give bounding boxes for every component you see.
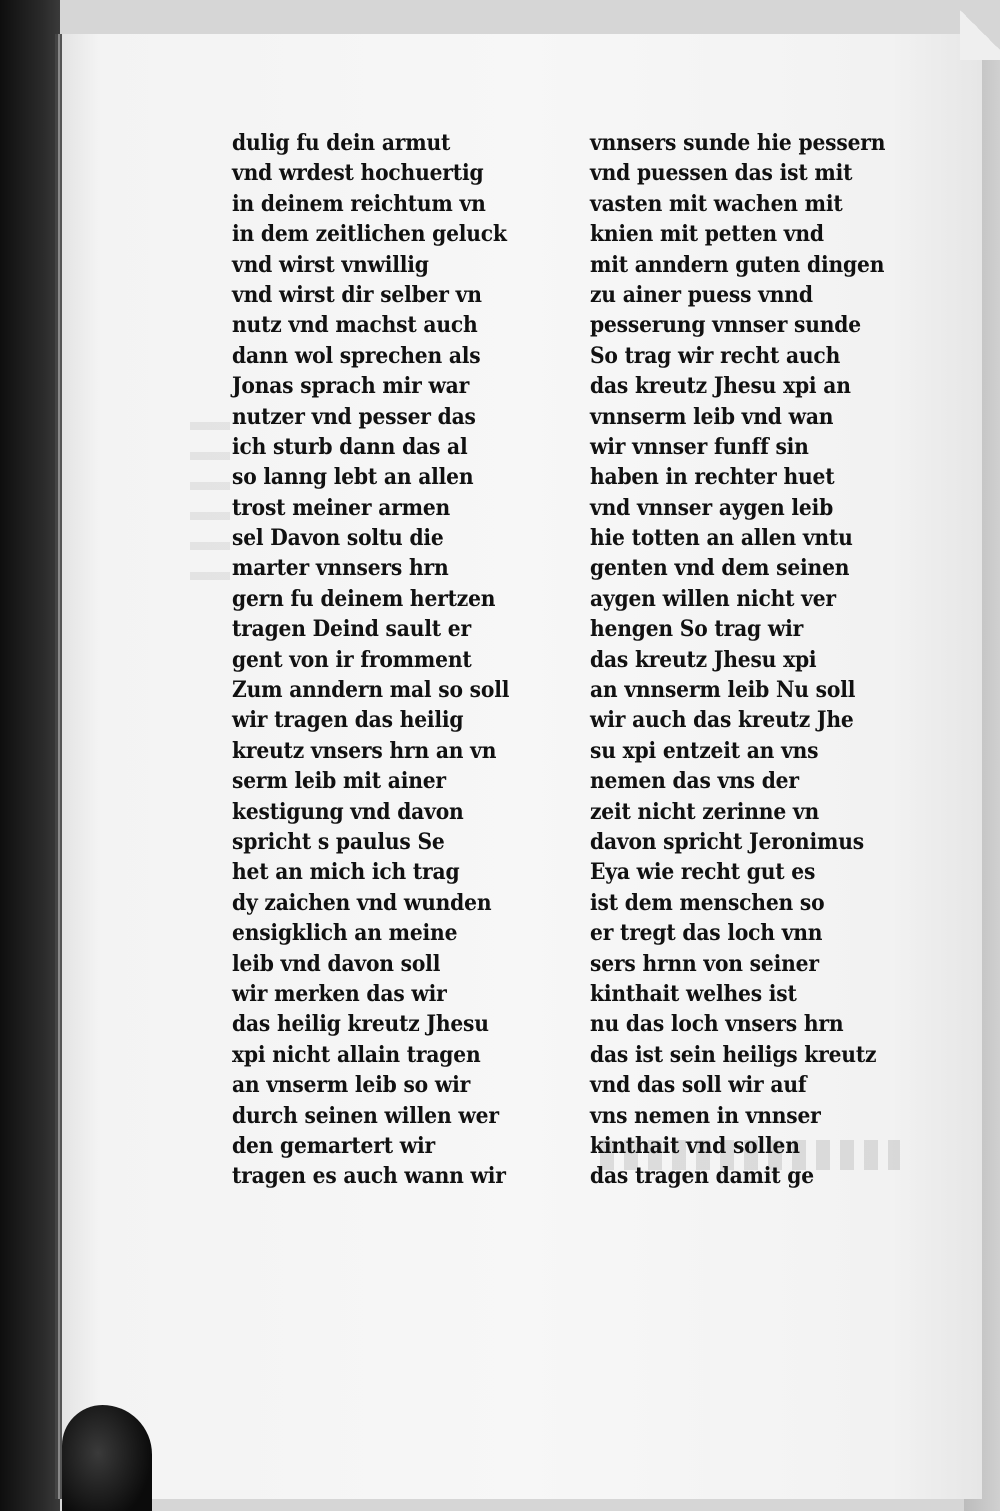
text-line: kinthait vnd sollen bbox=[590, 1132, 800, 1159]
text-line: das kreutz Jhesu xpi an bbox=[590, 373, 851, 400]
text-line: ist dem menschen so bbox=[590, 889, 825, 916]
text-line: kreutz vnsers hrn an vn bbox=[232, 737, 497, 764]
text-line: knien mit petten vnd bbox=[590, 221, 824, 248]
text-line: wir auch das kreutz Jhe bbox=[590, 707, 854, 734]
text-line: zeit nicht zerinne vn bbox=[590, 798, 819, 825]
text-line: vnnsers sunde hie pessern bbox=[590, 130, 886, 156]
text-line: Eya wie recht gut es bbox=[590, 859, 816, 886]
text-line: genten vnd dem seinen bbox=[590, 555, 850, 582]
text-line: vns nemen in vnnser bbox=[590, 1102, 821, 1129]
text-line: marter vnnsers hrn bbox=[232, 555, 449, 582]
text-line: aygen willen nicht ver bbox=[590, 585, 836, 612]
text-line: nutzer vnd pesser das bbox=[232, 403, 476, 430]
text-line: sers hrnn von seiner bbox=[590, 950, 819, 977]
text-line: spricht s paulus Se bbox=[232, 828, 445, 855]
text-line: nutz vnd machst auch bbox=[232, 312, 478, 339]
text-line: pesserung vnnser sunde bbox=[590, 312, 861, 339]
left-text-column bbox=[232, 128, 509, 1192]
text-line: hie totten an allen vntu bbox=[590, 525, 853, 552]
text-line: das kreutz Jhesu xpi bbox=[590, 646, 817, 673]
text-line: das tragen damit ge bbox=[590, 1163, 814, 1190]
text-line: sel Davon soltu die bbox=[232, 525, 444, 552]
text-line: trost meiner armen bbox=[232, 494, 451, 521]
text-line: dy zaichen vnd wunden bbox=[232, 889, 492, 916]
text-line: wir tragen das heilig bbox=[232, 707, 464, 734]
text-line: nemen das vns der bbox=[590, 768, 799, 795]
text-line: xpi nicht allain tragen bbox=[232, 1041, 481, 1068]
holding-finger bbox=[62, 1405, 152, 1511]
text-line: tragen es auch wann wir bbox=[232, 1163, 506, 1190]
text-line: ensigklich an meine bbox=[232, 920, 458, 947]
text-line: gern fu deinem hertzen bbox=[232, 585, 496, 612]
text-line: das ist sein heiligs kreutz bbox=[590, 1041, 877, 1068]
scanner-background bbox=[0, 0, 60, 1511]
text-line: vnnserm leib vnd wan bbox=[590, 403, 834, 430]
text-line: wir merken das wir bbox=[232, 980, 447, 1007]
text-line: in deinem reichtum vn bbox=[232, 190, 486, 217]
text-line: kestigung vnd davon bbox=[232, 798, 464, 825]
text-line: Jonas sprach mir war bbox=[232, 373, 470, 400]
text-line: haben in rechter huet bbox=[590, 464, 835, 491]
text-line: an vnnserm leib Nu soll bbox=[590, 677, 856, 704]
text-line: an vnserm leib so wir bbox=[232, 1072, 471, 1099]
text-line: leib vnd davon soll bbox=[232, 950, 441, 977]
text-line: in dem zeitlichen geluck bbox=[232, 221, 507, 248]
text-line: zu ainer puess vnnd bbox=[590, 281, 813, 308]
ink-bleed-through-left bbox=[190, 420, 230, 580]
text-line: kinthait welhes ist bbox=[590, 980, 797, 1007]
text-line: wir vnnser funff sin bbox=[590, 433, 809, 460]
text-line: het an mich ich trag bbox=[232, 859, 460, 886]
text-line: So trag wir recht auch bbox=[590, 342, 841, 369]
text-line: ich sturb dann das al bbox=[232, 433, 468, 460]
text-line: Zum anndern mal so soll bbox=[232, 677, 510, 704]
text-line: durch seinen willen wer bbox=[232, 1102, 499, 1129]
right-text-column bbox=[590, 128, 885, 1192]
text-line: davon spricht Jeronimus bbox=[590, 828, 864, 855]
text-line: mit anndern guten dingen bbox=[590, 251, 885, 278]
text-line: gent von ir fromment bbox=[232, 646, 472, 673]
text-line: dulig fu dein armut bbox=[232, 130, 451, 156]
text-line: vnd wrdest hochuertig bbox=[232, 160, 484, 187]
text-line: dann wol sprechen als bbox=[232, 342, 481, 369]
text-line: so lanng lebt an allen bbox=[232, 464, 474, 491]
text-line: vnd wirst vnwillig bbox=[232, 251, 429, 278]
text-line: vnd puessen das ist mit bbox=[590, 160, 853, 187]
text-line: su xpi entzeit an vns bbox=[590, 737, 819, 764]
text-line: vnd vnnser aygen leib bbox=[590, 494, 834, 521]
text-line: vnd das soll wir auf bbox=[590, 1072, 807, 1099]
page-corner bbox=[960, 0, 1000, 60]
text-line: vnd wirst dir selber vn bbox=[232, 281, 482, 308]
text-line: das heilig kreutz Jhesu bbox=[232, 1011, 489, 1038]
text-line: nu das loch vnsers hrn bbox=[590, 1011, 844, 1038]
text-line: hengen So trag wir bbox=[590, 616, 804, 643]
text-line: vasten mit wachen mit bbox=[590, 190, 843, 217]
text-line: tragen Deind sault er bbox=[232, 616, 471, 643]
text-line: serm leib mit ainer bbox=[232, 768, 446, 795]
text-line: den gemartert wir bbox=[232, 1132, 435, 1159]
text-line: er tregt das loch vnn bbox=[590, 920, 823, 947]
